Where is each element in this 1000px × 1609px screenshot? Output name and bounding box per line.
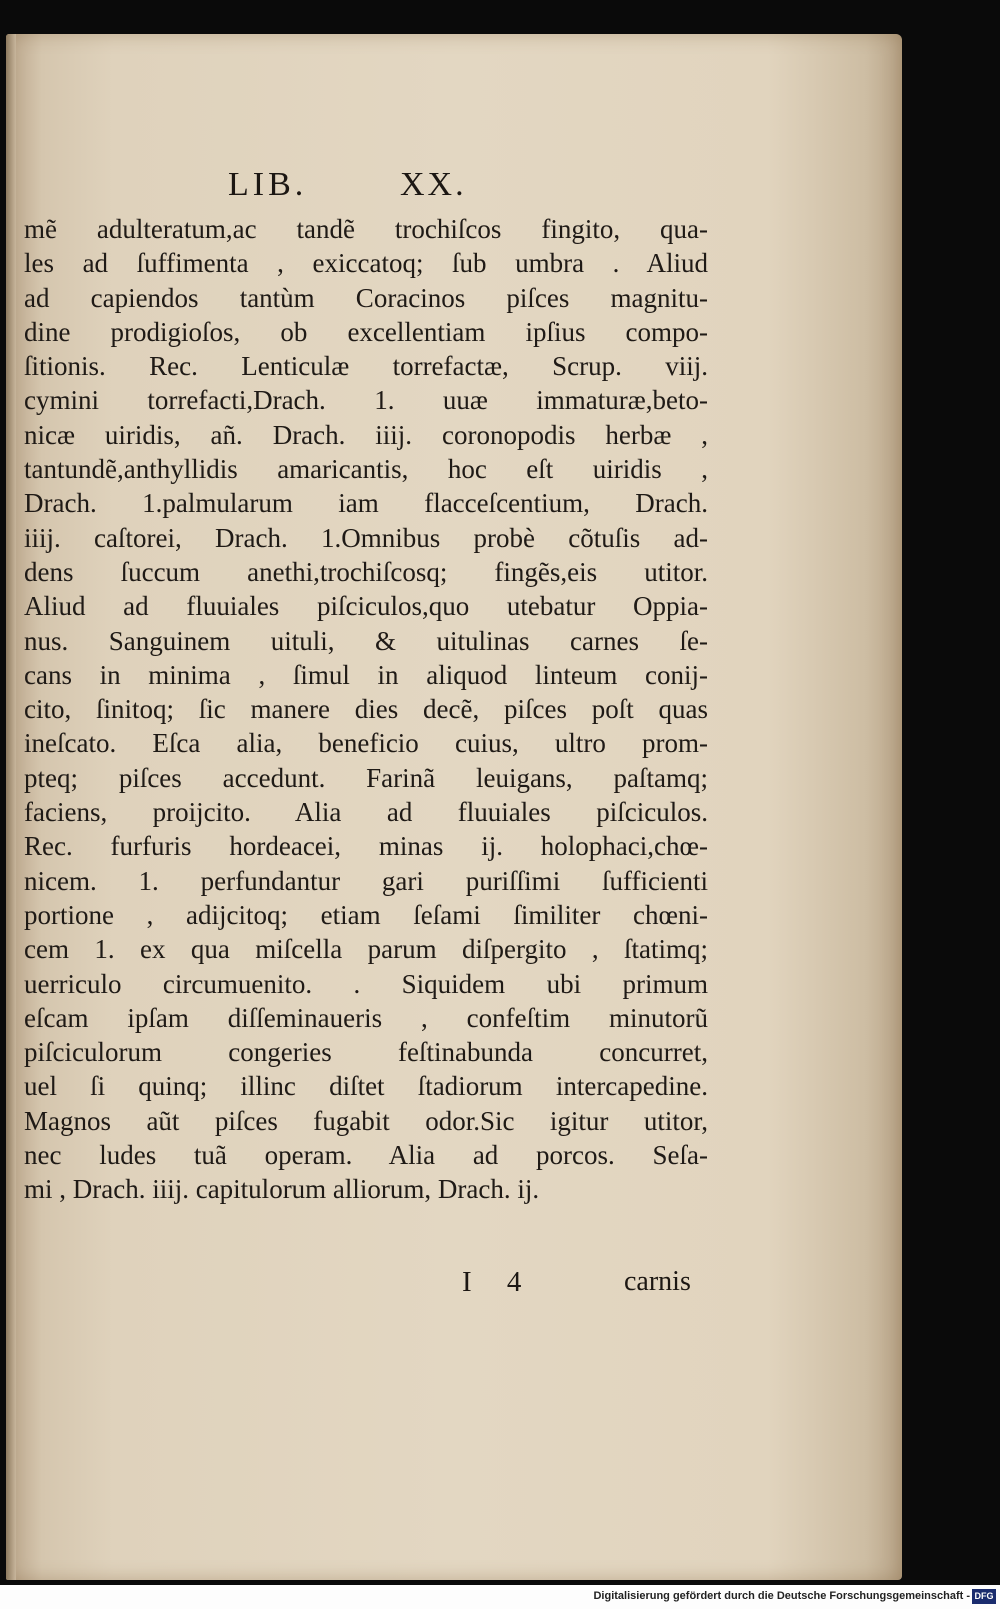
page-header: [6, 166, 902, 206]
credit-bar: [0, 1585, 1000, 1609]
text-line: nus. Sanguinem uituli, & uitulinas carnes ſe-: [24, 625, 708, 656]
text-line: Rec. furfuris hordeacei, minas ij. holophaci,chœ-: [24, 831, 708, 862]
text-line: pteq; piſces accedunt. Farinã leuigans, paſtamq;: [24, 762, 708, 793]
text-line: mi , Drach. iiij. capitulorum alliorum, Drach. ij.: [24, 1174, 540, 1205]
book-number: XX.: [400, 166, 467, 203]
text-line: tantundẽ,anthyllidis amaricantis, hoc eſt uiridis ,: [24, 454, 708, 485]
text-line: mẽ adulteratum,ac tandẽ trochiſcos fingito, qua-: [24, 214, 708, 244]
text-line: nicæ uiridis, añ. Drach. iiij. coronopodis herbæ ,: [24, 419, 708, 450]
text-line: les ad ſuffimenta , exiccatoq; ſub umbra . Aliud: [24, 248, 708, 279]
running-title: LIB.: [228, 166, 308, 203]
text-line: uerriculo circumuenito. . Siquidem ubi primum: [24, 968, 708, 999]
text-line: ſitionis. Rec. Lenticulæ torrefactæ, Scrup. viij.: [24, 351, 708, 382]
text-line: Aliud ad fluuiales piſciculos,quo utebatur Oppia-: [24, 591, 708, 622]
text-line: faciens, proijcito. Alia ad fluuiales piſciculos.: [24, 797, 708, 828]
text-line: nicem. 1. perfundantur gari puriſſimi ſufficienti: [24, 865, 708, 896]
signature-mark: I 4: [462, 1266, 536, 1298]
text-line: ineſcato. Eſca alia, beneficio cuius, ultro prom-: [24, 728, 708, 759]
body-text: [24, 212, 708, 1207]
catchword: carnis: [624, 1266, 691, 1297]
page-footer: [6, 1266, 902, 1302]
text-line: Drach. 1.palmularum iam flacceſcentium, Drach.: [24, 488, 708, 519]
text-line: cem 1. ex qua miſcella parum diſpergito , ſtatimq;: [24, 934, 708, 965]
text-line: dine prodigioſos, ob excellentiam ipſius compo-: [24, 316, 708, 347]
text-line: piſciculorum congeries feſtinabunda concurret,: [24, 1037, 708, 1068]
text-line: cymini torrefacti,Drach. 1. uuæ immaturæ,beto-: [24, 385, 708, 416]
text-line: ad capiendos tantùm Coracinos piſces magnitu-: [24, 282, 708, 313]
credit-text: Digitalisierung gefördert durch die Deutsche Forschungsgemeinschaft -: [593, 1590, 970, 1602]
text-line: cito, ſinitoq; ſic manere dies decẽ, piſces poſt quas: [24, 694, 708, 725]
text-line: Magnos aũt piſces fugabit odor.Sic igitur utitor,: [24, 1105, 708, 1136]
text-line: eſcam ipſam diſſeminaueris , confeſtim minutorũ: [24, 1002, 708, 1033]
text-line: uel ſi quinq; illinc diſtet ſtadiorum intercapedine.: [24, 1071, 708, 1102]
book-page: [6, 34, 902, 1580]
text-line: iiij. caſtorei, Drach. 1.Omnibus probè cõtuſis ad-: [24, 522, 708, 553]
text-line: cans in minima , ſimul in aliquod linteum conij-: [24, 659, 708, 690]
dfg-logo: DFG: [972, 1589, 996, 1604]
text-line: dens ſuccum anethi,trochiſcosq; fingẽs,eis utitor.: [24, 556, 708, 587]
text-line: portione , adijcitoq; etiam ſeſami ſimiliter chœni-: [24, 899, 708, 930]
text-line: nec ludes tuã operam. Alia ad porcos. Seſa-: [24, 1140, 708, 1171]
